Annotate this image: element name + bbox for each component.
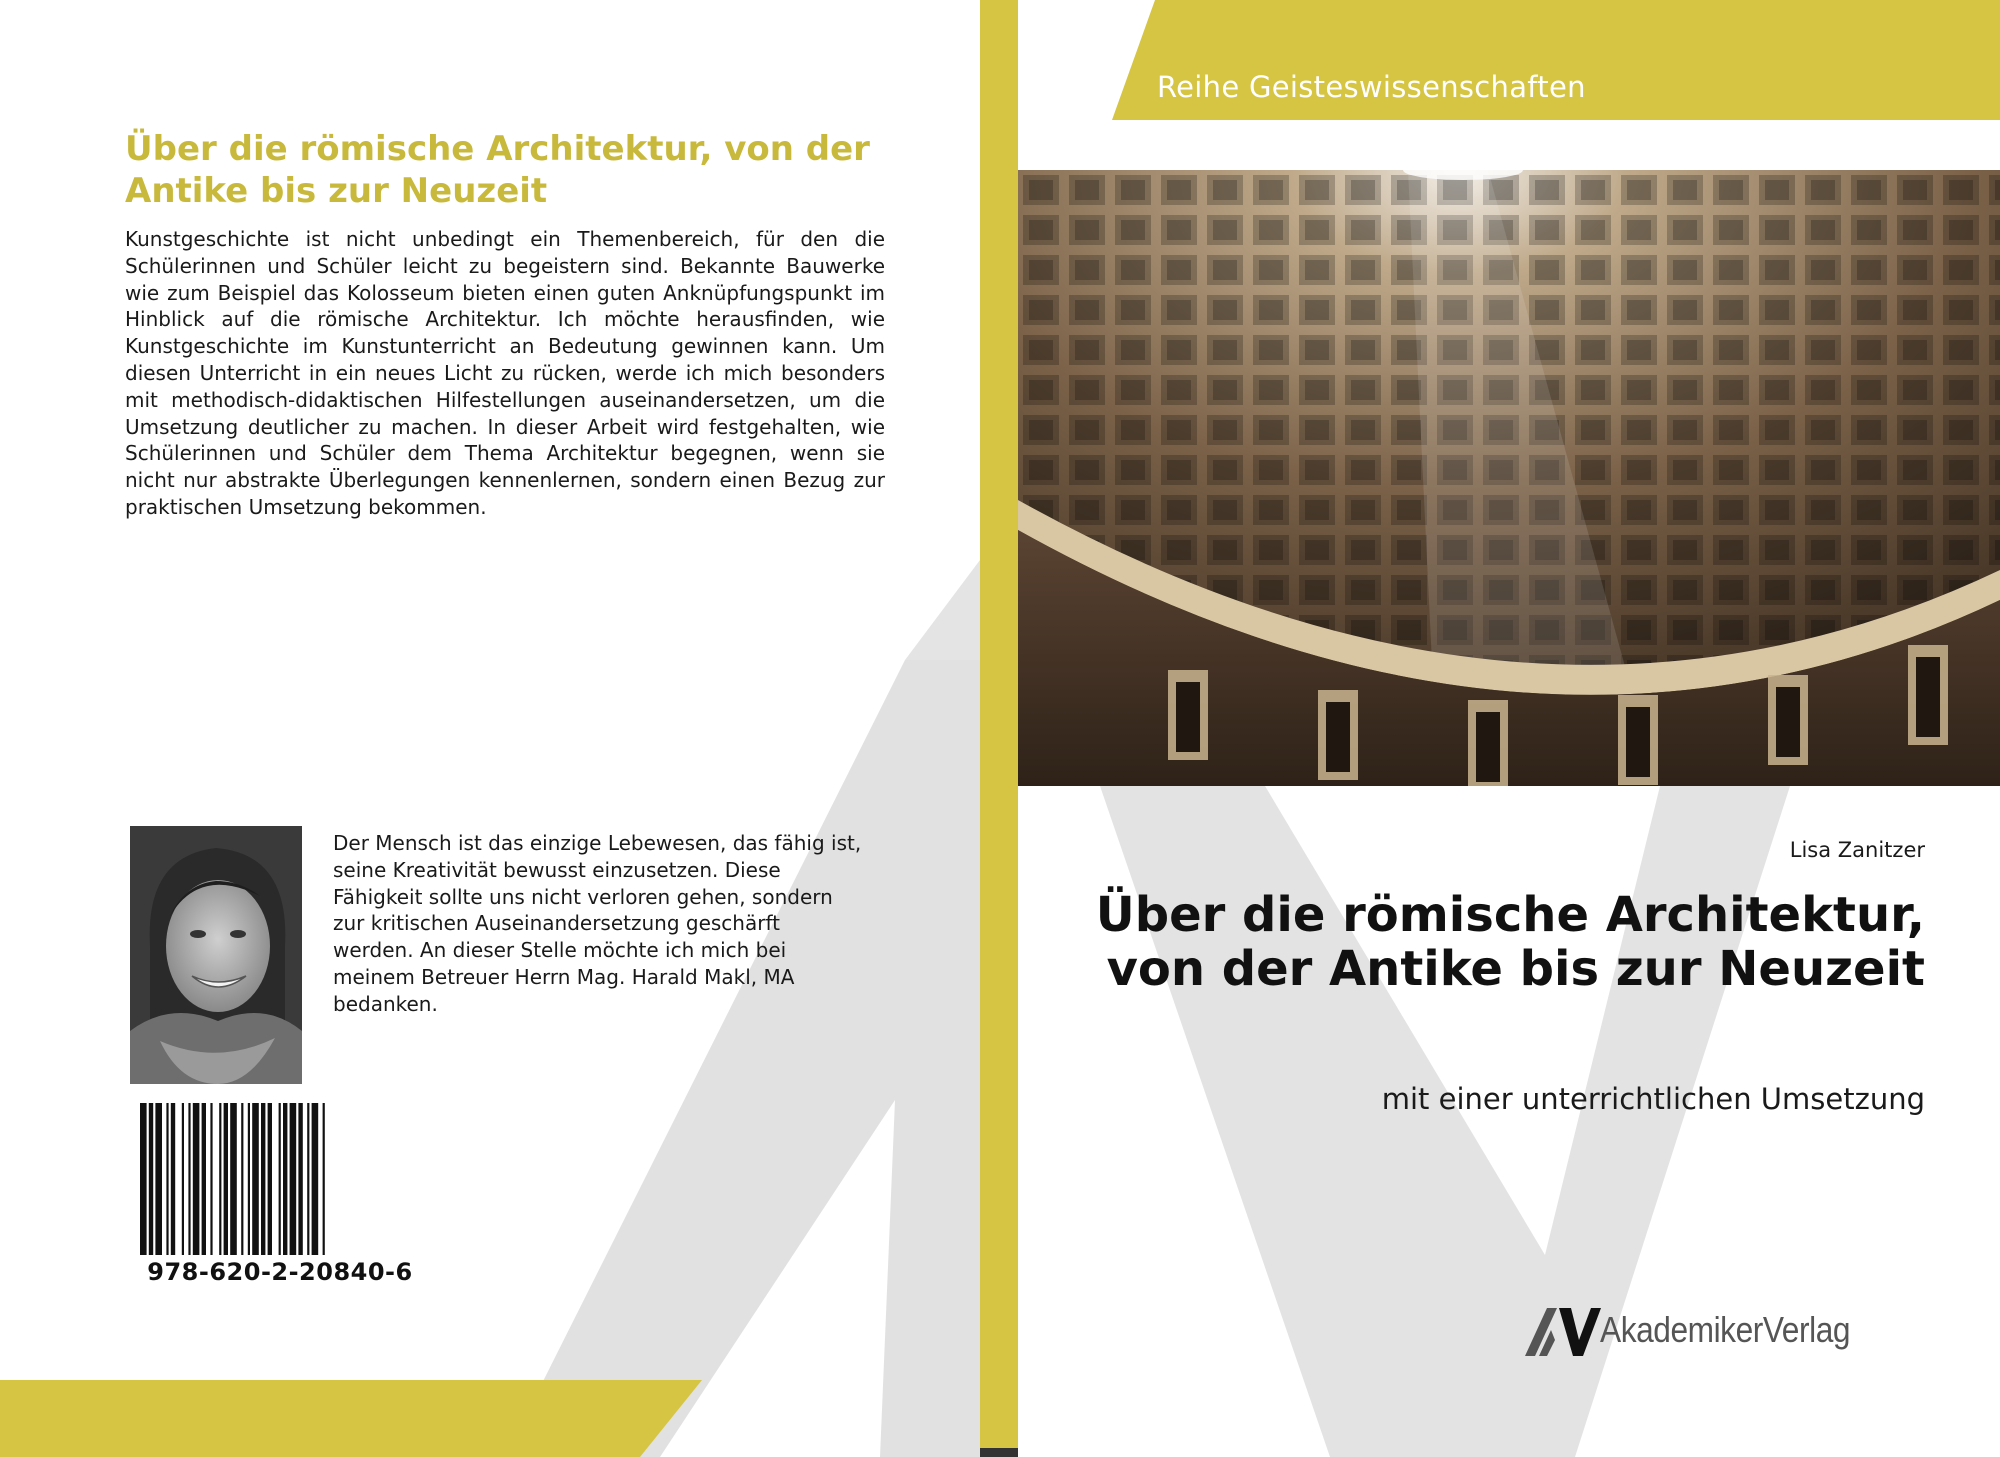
barcode-bar [224, 1103, 228, 1255]
pantheon-dome-photo [1018, 170, 2000, 786]
author-portrait [130, 826, 302, 1084]
barcode-bar [230, 1103, 237, 1255]
barcode-bar [252, 1103, 259, 1255]
back-cover-blurb: Kunstgeschichte ist nicht unbedingt ein Themenbereich, für den die Schülerinnen und Schüler leicht zu begeistern sind. Bekannte Bauwerke wie zum Beispiel das Kolosseum bieten einen guten Anknüpfungspunkt im Hinblick auf die römische Architektur. Ich möchte herausfinden, wie Kunstgeschichte im Kunstunterricht an Bedeutung gewinnen kann. Um diesen Unterricht in ein neues Licht zu rücken, werde ich mich besonders mit methodisch-didaktischen Hilfestellungen auseinandersetzen, um die Umsetzung deutlicher zu machen. In dieser Arbeit wird festgehalten, wie Schülerinnen und Schüler dem Thema Architektur begegnen, wenn sie nicht nur abstrakte Überlegungen kennenlernen, sondern einen Bezug zur praktischen Umsetzung bekommen. [125, 227, 885, 519]
barcode-bar [188, 1103, 190, 1255]
barcode-bar [149, 1103, 153, 1255]
barcode-bar [193, 1103, 200, 1255]
back-bottom-band [0, 1380, 702, 1457]
front-cover-title: Über die römische Architektur, von der Antike bis zur Neuzeit [1095, 887, 1925, 997]
barcode-bar [202, 1103, 206, 1255]
barcode-bar [323, 1103, 325, 1255]
barcode-bar [279, 1103, 281, 1255]
barcode-bar [166, 1103, 168, 1255]
barcode-bar [219, 1103, 221, 1255]
front-cover-subtitle: mit einer unterrichtlichen Umsetzung [1381, 1082, 1925, 1116]
barcode-bar [171, 1103, 175, 1255]
back-cover-title: Über die römische Architektur, von der Antike bis zur Neuzeit [125, 129, 870, 211]
barcode-bar [298, 1103, 302, 1255]
isbn-number: 978-620-2-20840-6 [147, 1258, 413, 1286]
barcode-bar [248, 1103, 250, 1255]
barcode-bar [283, 1103, 287, 1255]
barcode-bar [290, 1103, 297, 1255]
barcode-bar [307, 1103, 309, 1255]
front-author-name: Lisa Zanitzer [1789, 838, 1925, 862]
barcode-bar [182, 1103, 184, 1255]
barcode-bar [241, 1103, 243, 1255]
series-label: Reihe Geisteswissenschaften [1157, 70, 1586, 104]
barcode-bar [268, 1103, 272, 1255]
isbn-barcode [138, 1103, 416, 1255]
back-watermark-chevron [505, 660, 980, 1457]
barcode-bar [155, 1103, 162, 1255]
barcode-bar [210, 1103, 212, 1255]
barcode-bar [261, 1103, 265, 1255]
publisher-name: AkademikerVerlag [1600, 1309, 1851, 1350]
spine [980, 0, 1018, 1457]
barcode-bar [312, 1103, 319, 1255]
author-bio: Der Mensch ist das einzige Lebewesen, das fähig ist, seine Kreativität bewusst einzusetzen. Diese Fähigkeit sollte uns nicht verloren gehen, sondern zur kritischen Auseinandersetzung geschärft werden. An dieser Stelle möchte ich mich bei meinem Betreuer Herrn Mag. Harald Makl, MA bedanken. [333, 831, 862, 1016]
barcode-bar [140, 1103, 147, 1255]
